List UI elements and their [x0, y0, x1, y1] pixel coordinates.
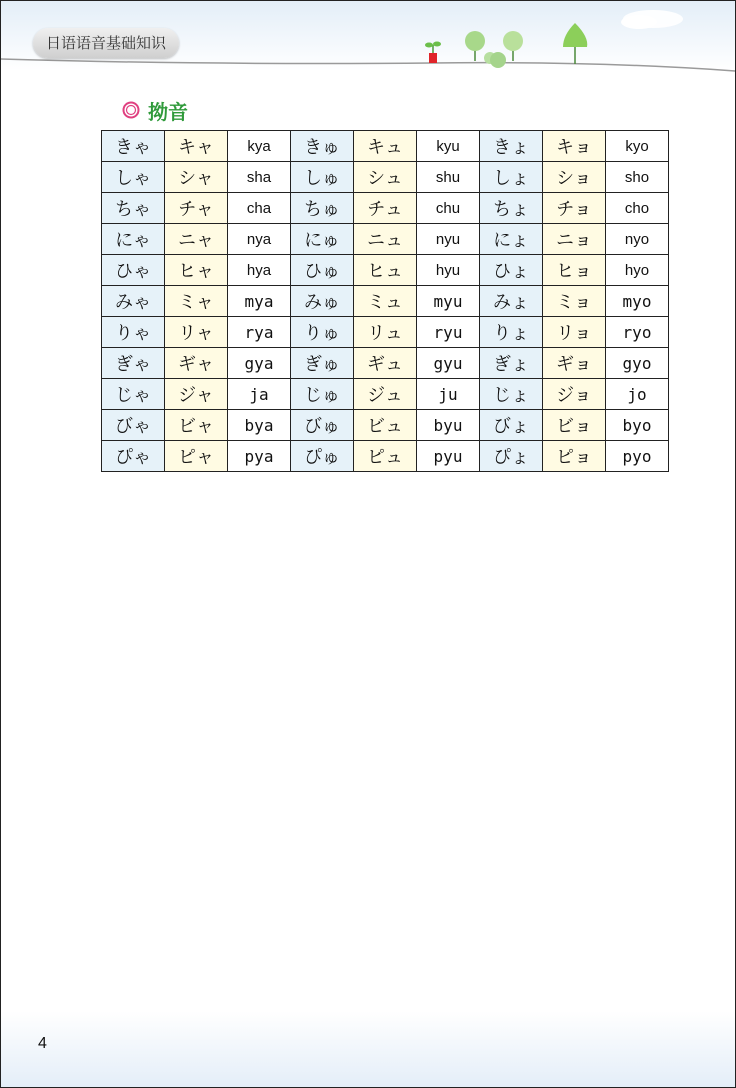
hiragana-cell: ぴゅ [291, 441, 354, 472]
hiragana-cell: じゅ [291, 379, 354, 410]
romaji-cell: pya [228, 441, 291, 472]
katakana-cell: チョ [543, 193, 606, 224]
hiragana-cell: びゅ [291, 410, 354, 441]
hiragana-cell: ひゃ [102, 255, 165, 286]
youon-table-body [102, 131, 669, 472]
table-row [102, 224, 669, 255]
romaji-cell: cho [606, 193, 669, 224]
hiragana-cell: ちゃ [102, 193, 165, 224]
romaji-cell: nyu [417, 224, 480, 255]
romaji-cell: shu [417, 162, 480, 193]
katakana-cell: ニュ [354, 224, 417, 255]
romaji-cell: hyu [417, 255, 480, 286]
katakana-cell: ヒョ [543, 255, 606, 286]
romaji-cell: pyu [417, 441, 480, 472]
romaji-cell: hya [228, 255, 291, 286]
bush-icon [484, 52, 506, 68]
katakana-cell: ミョ [543, 286, 606, 317]
romaji-cell: myo [606, 286, 669, 317]
katakana-cell: ビョ [543, 410, 606, 441]
tree-icon [503, 31, 523, 61]
hiragana-cell: ぴょ [480, 441, 543, 472]
katakana-cell: ショ [543, 162, 606, 193]
romaji-cell: byo [606, 410, 669, 441]
romaji-cell: kyo [606, 131, 669, 162]
katakana-cell: ニョ [543, 224, 606, 255]
katakana-cell: キョ [543, 131, 606, 162]
hiragana-cell: りょ [480, 317, 543, 348]
romaji-cell: jo [606, 379, 669, 410]
romaji-cell: ja [228, 379, 291, 410]
hiragana-cell: にゃ [102, 224, 165, 255]
romaji-cell: cha [228, 193, 291, 224]
romaji-cell: sha [228, 162, 291, 193]
katakana-cell: リャ [165, 317, 228, 348]
section-title: 拗音 [148, 99, 188, 124]
hiragana-cell: にゅ [291, 224, 354, 255]
romaji-cell: ju [417, 379, 480, 410]
katakana-cell: ギュ [354, 348, 417, 379]
hiragana-cell: じょ [480, 379, 543, 410]
katakana-cell: チュ [354, 193, 417, 224]
page-number: 4 [38, 1035, 47, 1052]
katakana-cell: キュ [354, 131, 417, 162]
katakana-cell: キャ [165, 131, 228, 162]
romaji-cell: kyu [417, 131, 480, 162]
hiragana-cell: きょ [480, 131, 543, 162]
tree-icon [465, 31, 485, 61]
katakana-cell: ギョ [543, 348, 606, 379]
table-row [102, 379, 669, 410]
romaji-cell: sho [606, 162, 669, 193]
table-row [102, 193, 669, 224]
table-row [102, 131, 669, 162]
hiragana-cell: にょ [480, 224, 543, 255]
table-row [102, 441, 669, 472]
circle-bullet-icon [121, 100, 141, 120]
hiragana-cell: ちゅ [291, 193, 354, 224]
table-row [102, 286, 669, 317]
katakana-cell: ミャ [165, 286, 228, 317]
katakana-cell: ジャ [165, 379, 228, 410]
hiragana-cell: みゅ [291, 286, 354, 317]
romaji-cell: gyu [417, 348, 480, 379]
katakana-cell: シュ [354, 162, 417, 193]
katakana-cell: ヒャ [165, 255, 228, 286]
hiragana-cell: きゅ [291, 131, 354, 162]
table-row [102, 348, 669, 379]
table-row [102, 162, 669, 193]
romaji-cell: nya [228, 224, 291, 255]
chapter-tag: 日语语音基础知识 [33, 28, 179, 58]
romaji-cell: byu [417, 410, 480, 441]
katakana-cell: ピュ [354, 441, 417, 472]
katakana-cell: ミュ [354, 286, 417, 317]
hiragana-cell: ひょ [480, 255, 543, 286]
katakana-cell: ピャ [165, 441, 228, 472]
hiragana-cell: じゃ [102, 379, 165, 410]
romaji-cell: chu [417, 193, 480, 224]
katakana-cell: リョ [543, 317, 606, 348]
hiragana-cell: みょ [480, 286, 543, 317]
katakana-cell: ピョ [543, 441, 606, 472]
hiragana-cell: ちょ [480, 193, 543, 224]
katakana-cell: チャ [165, 193, 228, 224]
romaji-cell: myu [417, 286, 480, 317]
hiragana-cell: びょ [480, 410, 543, 441]
katakana-cell: ビュ [354, 410, 417, 441]
hiragana-cell: しゅ [291, 162, 354, 193]
katakana-cell: シャ [165, 162, 228, 193]
flower-pot-icon [425, 42, 441, 64]
hiragana-cell: みゃ [102, 286, 165, 317]
romaji-cell: hyo [606, 255, 669, 286]
romaji-cell: gyo [606, 348, 669, 379]
romaji-cell: nyo [606, 224, 669, 255]
romaji-cell: ryu [417, 317, 480, 348]
tree-icon [563, 23, 587, 64]
katakana-cell: ヒュ [354, 255, 417, 286]
section-heading [121, 96, 188, 124]
katakana-cell: ビャ [165, 410, 228, 441]
romaji-cell: pyo [606, 441, 669, 472]
katakana-cell: ジュ [354, 379, 417, 410]
katakana-cell: リュ [354, 317, 417, 348]
romaji-cell: kya [228, 131, 291, 162]
romaji-cell: ryo [606, 317, 669, 348]
cloud-icon [621, 15, 657, 29]
romaji-cell: mya [228, 286, 291, 317]
romaji-cell: rya [228, 317, 291, 348]
hiragana-cell: ぎゅ [291, 348, 354, 379]
katakana-cell: ニャ [165, 224, 228, 255]
table-row [102, 317, 669, 348]
romaji-cell: bya [228, 410, 291, 441]
hiragana-cell: りゅ [291, 317, 354, 348]
table-row [102, 255, 669, 286]
hiragana-cell: きゃ [102, 131, 165, 162]
hiragana-cell: ぎゃ [102, 348, 165, 379]
hiragana-cell: びゃ [102, 410, 165, 441]
ground-line [1, 59, 735, 71]
hiragana-cell: ぴゃ [102, 441, 165, 472]
katakana-cell: ジョ [543, 379, 606, 410]
hiragana-cell: りゃ [102, 317, 165, 348]
romaji-cell: gya [228, 348, 291, 379]
hiragana-cell: しょ [480, 162, 543, 193]
hiragana-cell: ひゅ [291, 255, 354, 286]
youon-table [101, 130, 669, 472]
hiragana-cell: ぎょ [480, 348, 543, 379]
katakana-cell: ギャ [165, 348, 228, 379]
hiragana-cell: しゃ [102, 162, 165, 193]
table-row [102, 410, 669, 441]
